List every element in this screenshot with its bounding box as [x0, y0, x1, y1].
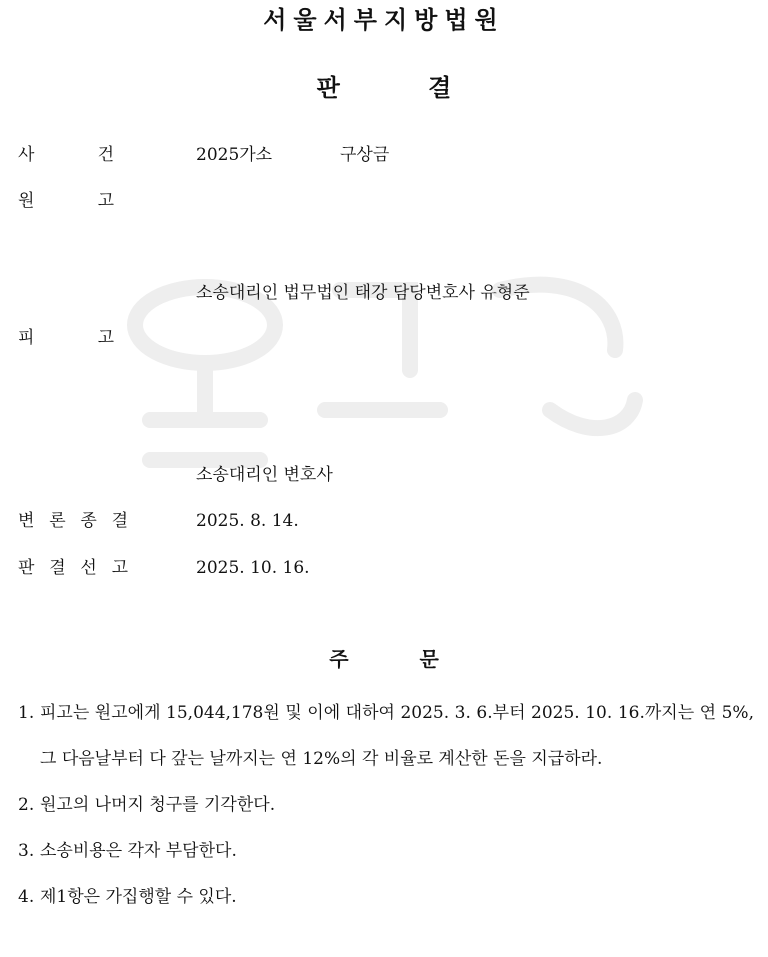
- defendant-label: 피 고: [18, 328, 114, 348]
- order-item-number: 2.: [18, 795, 35, 815]
- order-item-text: 제1항은 가집행할 수 있다.: [40, 887, 237, 907]
- order-item-text: 원고의 나머지 청구를 기각한다.: [40, 795, 276, 815]
- hearing-end-date: 2025. 8. 14.: [196, 511, 299, 531]
- order-item-number: 4.: [18, 887, 35, 907]
- court-name: 서울서부지방법원: [263, 6, 505, 34]
- case-label: 사 건: [18, 145, 114, 165]
- judgment-date: 2025. 10. 16.: [196, 558, 310, 578]
- document-title: 판 결: [316, 74, 452, 102]
- case-name: 구상금: [340, 145, 390, 165]
- order-item: [18, 874, 754, 920]
- order-item-number: 3.: [18, 841, 35, 861]
- defendant-representative: 소송대리인 변호사: [196, 465, 333, 485]
- order-item-text: 피고는 원고에게 15,044,178원 및 이에 대하여 2025. 3. 6.부터 2025. 10. 16.까지는 연 5%, 그 다음날부터 다 갚는 날까지는 연 12%의 각 비율로 계산한 돈을 지급하라.: [40, 703, 754, 769]
- plaintiff-representative: 소송대리인 법무법인 태강 담당변호사 유형준: [196, 283, 530, 303]
- plaintiff-label: 원 고: [18, 191, 114, 211]
- hearing-end-label: 변 론 종 결: [18, 511, 128, 531]
- order-section-title: 주 문: [329, 647, 439, 671]
- order-item: [18, 690, 754, 782]
- judgment-date-label: 판 결 선 고: [18, 558, 128, 578]
- order-item: [18, 782, 754, 828]
- order-list: [18, 690, 754, 920]
- case-number: 2025가소: [196, 145, 273, 165]
- order-item: [18, 828, 754, 874]
- order-item-number: 1.: [18, 703, 35, 723]
- order-item-text: 소송비용은 각자 부담한다.: [40, 841, 237, 861]
